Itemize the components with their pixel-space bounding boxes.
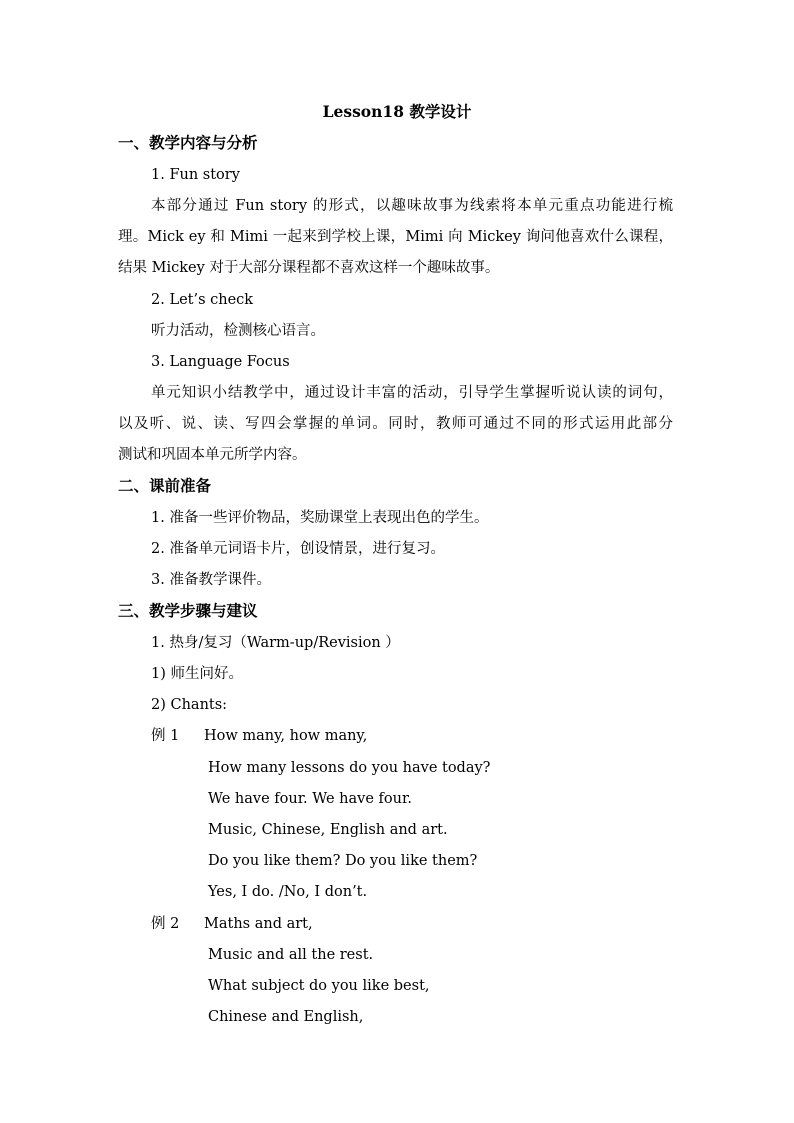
list-item: 1. 准备一些评价物品，奖励课堂上表现出色的学生。 xyxy=(151,510,489,526)
section-heading-content-analysis: 一、教学内容与分析 xyxy=(118,133,258,152)
page-title: Lesson18 教学设计 xyxy=(322,102,472,121)
section-heading-teaching-steps: 三、教学步骤与建议 xyxy=(118,601,258,620)
item-title-fun-story: 1. Fun story xyxy=(151,167,240,183)
chant-line: How many lessons do you have today? xyxy=(208,760,491,776)
paragraph-line: 单元知识小结教学中，通过设计丰富的活动，引导学生掌握听说认读的词句， xyxy=(151,385,673,401)
chant-line: How many, how many, xyxy=(204,728,368,744)
sub-item: 1) 师生问好。 xyxy=(151,666,243,682)
paragraph-line: 结果 Mickey 对于大部分课程都不喜欢这样一个趣味故事。 xyxy=(118,260,500,276)
list-item: 3. 准备教学课件。 xyxy=(151,572,271,588)
chant-line: Chinese and English, xyxy=(208,1009,364,1025)
example-label: 例 2 xyxy=(151,916,180,932)
paragraph-line: 测试和巩固本单元所学内容。 xyxy=(118,447,307,463)
list-item: 2. 准备单元词语卡片，创设情景，进行复习。 xyxy=(151,541,445,557)
paragraph-line: 本部分通过 Fun story 的形式，以趣味故事为线索将本单元重点功能进行梳 xyxy=(151,198,673,214)
paragraph-line: 以及听、说、读、写四会掌握的单词。同时，教师可通过不同的形式运用此部分 xyxy=(118,416,673,432)
chant-line: Maths and art, xyxy=(204,916,313,932)
paragraph-line: 听力活动，检测核心语言。 xyxy=(151,323,325,339)
section-heading-preparation: 二、课前准备 xyxy=(118,476,212,495)
chant-line: We have four. We have four. xyxy=(208,791,412,807)
chant-line: Music, Chinese, English and art. xyxy=(208,822,448,838)
chant-line: Yes, I do. /No, I don’t. xyxy=(208,884,368,900)
chant-line: Music and all the rest. xyxy=(208,947,374,963)
paragraph-line: 理。Mick ey 和 Mimi 一起来到学校上课，Mimi 向 Mickey 询问他喜欢什么课程， xyxy=(118,229,673,245)
chant-line: Do you like them? Do you like them? xyxy=(208,853,478,869)
example-label: 例 1 xyxy=(151,728,180,744)
item-title-language-focus: 3. Language Focus xyxy=(151,354,290,370)
step-title-warm-up: 1. 热身/复习（Warm-up/Revision ） xyxy=(151,635,400,651)
chant-line: What subject do you like best, xyxy=(208,978,430,994)
sub-item: 2) Chants: xyxy=(151,697,228,713)
item-title-lets-check: 2. Let’s check xyxy=(151,292,254,308)
